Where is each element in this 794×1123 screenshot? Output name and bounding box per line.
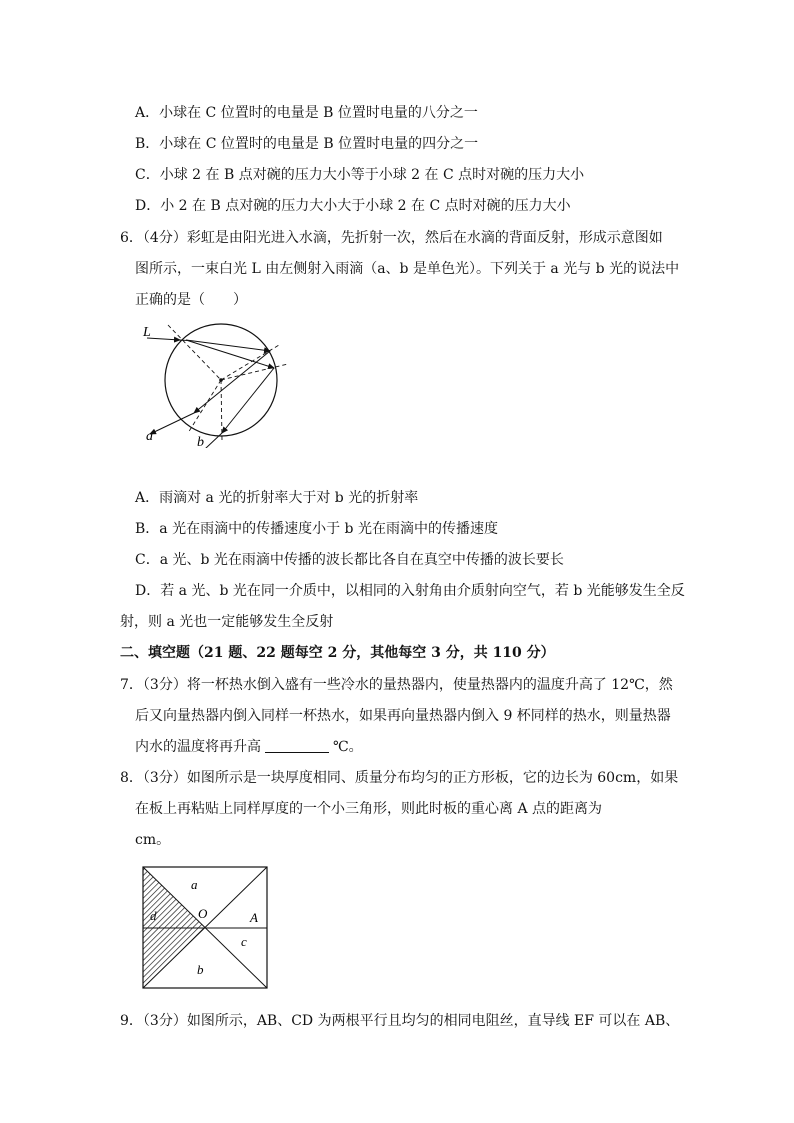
label-c: c: [241, 934, 247, 949]
q6-stem-line2: 图所示，一束白光 L 由左侧射入雨滴（a、b 是单色光）。下列关于 a 光与 b 光的说法中: [135, 261, 680, 277]
exit-ray-b: [190, 433, 222, 448]
q6-stem-line3: 正确的是（ ）: [135, 292, 247, 308]
q8-stem-line1: 8．（3分）如图所示是一块厚度相同、质量分布均匀的正方形板，它的边长为 60cm，如果: [120, 770, 679, 786]
q6-option-d-line1: D．若 a 光、b 光在同一介质中，以相同的入射角由介质射向空气，若 b 光能够发生全反: [135, 583, 685, 599]
section-heading: 二、填空题（21 题、22 题每空 2 分，其他每空 3 分，共 110 分）: [120, 645, 555, 661]
normal-lines: [168, 325, 288, 440]
q9-stem-line1: 9．（3分）如图所示，AB、CD 为两根平行且均匀的相同电阻丝，直导线 EF 可以在 AB、: [120, 1013, 680, 1029]
label-b: b: [197, 962, 204, 977]
exit-ray-a: [150, 413, 194, 434]
q8-stem-line2: 在板上再粘贴上同样厚度的一个小三角形，则此时板的重心离 A 点的距离为: [135, 801, 603, 817]
label-L: L: [143, 325, 151, 340]
q6-option-d-line2: 射，则 a 光也一定能够发生全反射: [120, 614, 334, 630]
ray-reflect-a: [194, 351, 270, 413]
label-O: O: [198, 906, 208, 921]
label-a: a: [146, 429, 153, 444]
q5-option-d: D．小 2 在 B 点对碗的压力大小大于小球 2 在 C 点时对碗的压力大小: [135, 198, 571, 214]
label-b: b: [197, 435, 204, 448]
q8-stem-line3: cm。: [135, 832, 171, 848]
q7-unit: ℃。: [333, 739, 363, 755]
ray-inside-a: [186, 340, 270, 351]
label-a: a: [191, 877, 198, 892]
q7-stem-line3: [135, 737, 363, 757]
q7-answer-blank[interactable]: [265, 738, 329, 753]
q6-option-a: A．雨滴对 a 光的折射率大于对 b 光的折射率: [135, 490, 419, 506]
incident-ray: [147, 338, 180, 340]
q7-line3-text: 内水的温度将再升高: [135, 739, 261, 755]
raindrop-figure: [135, 318, 300, 448]
q5-option-b: B．小球在 C 位置时的电量是 B 位置时电量的四分之一: [135, 136, 479, 152]
q7-stem-line1: 7．（3分）将一杯热水倒入盛有一些冷水的量热器内，使量热器内的温度升高了 12℃，然: [120, 677, 673, 693]
q5-option-a: A．小球在 C 位置时的电量是 B 位置时电量的八分之一: [135, 105, 478, 121]
q6-option-c: C．a 光、b 光在雨滴中传播的波长都比各自在真空中传播的波长要长: [135, 552, 564, 568]
ray-inside-b: [186, 340, 274, 368]
q5-option-c: C．小球 2 在 B 点对碗的压力大小等于小球 2 在 C 点时对碗的压力大小: [135, 167, 585, 183]
q6-stem-line1: 6．（4分）彩虹是由阳光进入水滴，先折射一次，然后在水滴的背面反射，形成示意图如: [120, 230, 663, 246]
q7-stem-line2: 后又向量热器内倒入同样一杯热水，如果再向量热器内倒入 9 杯同样的热水，则量热器: [135, 708, 671, 724]
label-d: d: [150, 908, 157, 923]
label-A: A: [250, 910, 258, 925]
q6-option-b: B．a 光在雨滴中的传播速度小于 b 光在雨滴中的传播速度: [135, 521, 498, 537]
square-plate-figure: [140, 864, 270, 992]
